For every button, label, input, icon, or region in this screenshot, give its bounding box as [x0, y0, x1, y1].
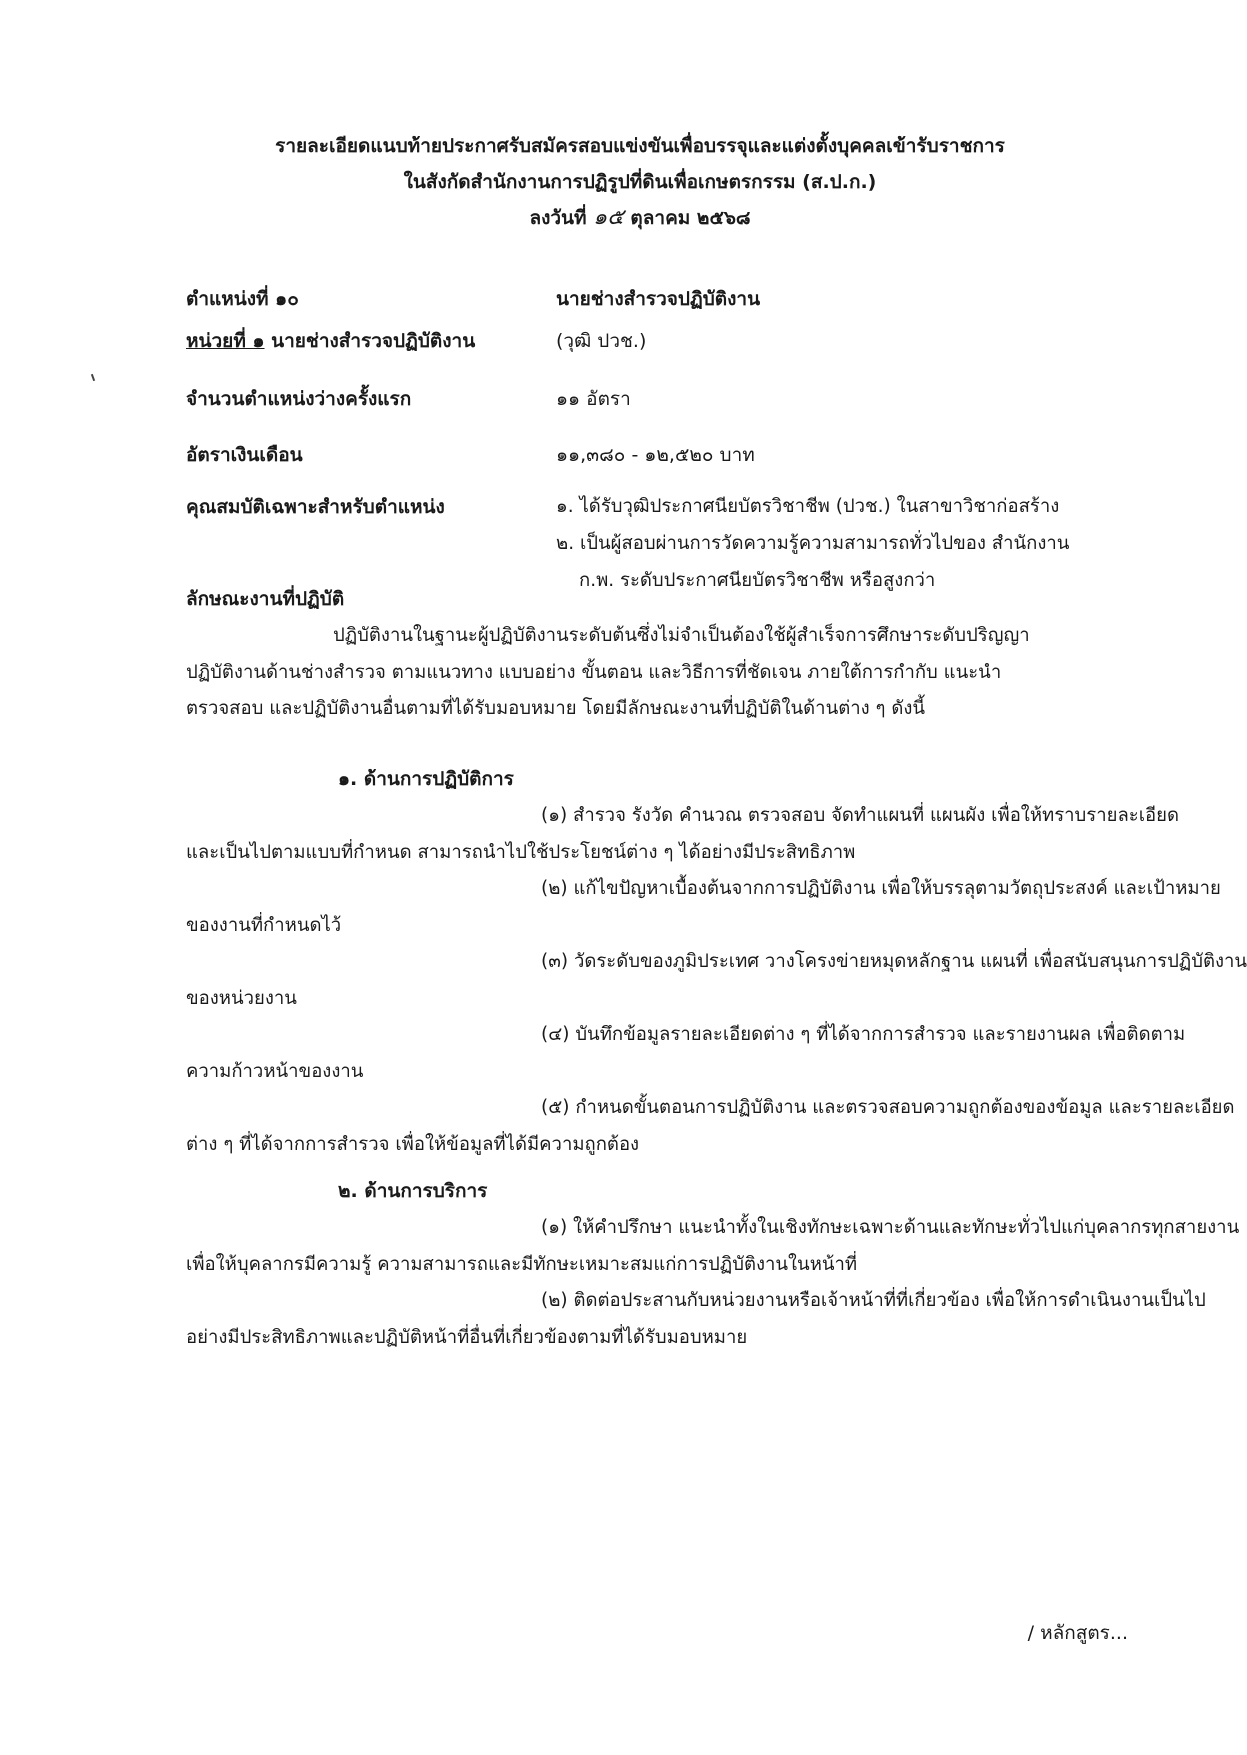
duties-heading: ลักษณะงานที่ปฏิบัติ — [186, 588, 345, 610]
header-agency: ในสังกัดสำนักงานการปฏิรูปที่ดินเพื่อเกษตรกรรม (ส.ป.ก.) — [403, 171, 877, 193]
continued-marker: / หลักสูตร... — [1027, 1622, 1128, 1644]
date-prefix: ลงวันที่ — [529, 207, 587, 229]
section2-title: ๒. ด้านการบริการ — [338, 1180, 488, 1202]
list-item-cont: และเป็นไปตามแบบที่กำหนด สามารถนำไปใช้ประโยชน์ต่าง ๆ ได้อย่างมีประสิทธิภาพ — [186, 841, 856, 863]
document-header — [180, 128, 1100, 236]
position-title: นายช่างสำรวจปฏิบัติงาน — [556, 288, 761, 310]
salary-label: อัตราเงินเดือน — [186, 444, 303, 466]
qualification-item: ๒. เป็นผู้สอบผ่านการวัดความรู้ความสามารถทั่วไปของ สำนักงาน — [556, 533, 1070, 554]
unit-row — [186, 326, 1126, 360]
date-day: ๑๕ — [593, 205, 624, 230]
unit-name: นายช่างสำรวจปฏิบัติงาน — [271, 330, 476, 352]
date-month-year: ตุลาคม ๒๕๖๘ — [630, 207, 751, 229]
list-item-cont: อย่างมีประสิทธิภาพและปฏิบัติหน้าที่อื่นที่เกี่ยวข้องตามที่ได้รับมอบหมาย — [186, 1326, 748, 1348]
header-date — [180, 200, 1100, 236]
list-item: (๒) ติดต่อประสานกับหน่วยงานหรือเจ้าหน้าที่ที่เกี่ยวข้อง เพื่อให้การดำเนินงานเป็นไป — [541, 1290, 1206, 1311]
section1-items — [186, 798, 1247, 1163]
position-number: ตำแหน่งที่ ๑๐ — [186, 288, 299, 310]
intro-line: ตรวจสอบ และปฏิบัติงานอื่นตามที่ได้รับมอบหมาย โดยมีลักษณะงานที่ปฏิบัติในด้านต่าง ๆ ดังนี้ — [186, 698, 926, 719]
qualification-item: ๑. ได้รับวุฒิประกาศนียบัตรวิชาชีพ (ปวช.) ในสาขาวิชาก่อสร้าง — [556, 496, 1060, 517]
unit-number: หน่วยที่ ๑ — [186, 330, 265, 352]
list-item-cont: ของงานที่กำหนดไว้ — [186, 914, 342, 936]
scan-speck — [91, 374, 95, 381]
list-item: (๔) บันทึกข้อมูลรายละเอียดต่าง ๆ ที่ได้จากการสำรวจ และรายงานผล เพื่อติดตาม — [541, 1024, 1186, 1045]
salary-value: ๑๑,๓๘๐ - ๑๒,๕๒๐ บาท — [556, 444, 755, 466]
list-item: (๓) วัดระดับของภูมิประเทศ วางโครงข่ายหมุดหลักฐาน แผนที่ เพื่อสนับสนุนการปฏิบัติงาน — [541, 951, 1247, 972]
intro-line: ปฏิบัติงานด้านช่างสำรวจ ตามแนวทาง แบบอย่าง ขั้นตอน และวิธีการที่ชัดเจน ภายใต้การกำกับ แนะนำ — [186, 661, 1002, 683]
unit-qualification: (วุฒิ ปวช.) — [556, 330, 647, 352]
list-item-cont: ความก้าวหน้าของงาน — [186, 1060, 364, 1082]
list-item-cont: เพื่อให้บุคลากรมีความรู้ ความสามารถและมีทักษะเหมาะสมแก่การปฏิบัติงานในหน้าที่ — [186, 1253, 858, 1275]
vacancy-value: ๑๑ อัตรา — [556, 388, 631, 410]
unit-label-group — [186, 326, 475, 356]
qualification-item: ก.พ. ระดับประกาศนียบัตรวิชาชีพ หรือสูงกว่า — [579, 570, 936, 591]
salary-row — [186, 440, 1126, 474]
qualification-label: คุณสมบัติเฉพาะสำหรับตำแหน่ง — [186, 496, 445, 518]
duties-intro — [186, 618, 1126, 728]
section2-items — [186, 1210, 1240, 1356]
vacancy-label: จำนวนตำแหน่งว่างครั้งแรก — [186, 388, 412, 410]
section1-title: ๑. ด้านการปฏิบัติการ — [338, 768, 514, 790]
list-item-cont: ต่าง ๆ ที่ได้จากการสำรวจ เพื่อให้ข้อมูลที่ได้มีความถูกต้อง — [186, 1133, 640, 1155]
list-item: (๕) กำหนดขั้นตอนการปฏิบัติงาน และตรวจสอบความถูกต้องของข้อมูล และรายละเอียด — [541, 1097, 1235, 1118]
header-title: รายละเอียดแนบท้ายประกาศรับสมัครสอบแข่งขันเพื่อบรรจุและแต่งตั้งบุคคลเข้ารับราชการ — [275, 135, 1005, 157]
intro-line: ปฏิบัติงานในฐานะผู้ปฏิบัติงานระดับต้นซึ่งไม่จำเป็นต้องใช้ผู้สำเร็จการศึกษาระดับปริญญา — [333, 625, 1030, 646]
position-row — [186, 284, 1126, 318]
vacancy-row — [186, 384, 1126, 418]
qualification-row — [186, 492, 1126, 591]
list-item-cont: ของหน่วยงาน — [186, 987, 297, 1009]
list-item: (๑) สำรวจ รังวัด คำนวณ ตรวจสอบ จัดทำแผนที่ แผนผัง เพื่อให้ทราบรายละเอียด — [541, 805, 1180, 826]
list-item: (๒) แก้ไขปัญหาเบื้องต้นจากการปฏิบัติงาน เพื่อให้บรรลุตามวัตถุประสงค์ และเป้าหมาย — [541, 878, 1221, 899]
list-item: (๑) ให้คำปรึกษา แนะนำทั้งในเชิงทักษะเฉพาะด้านและทักษะทั่วไปแก่บุคลากรทุกสายงาน — [541, 1217, 1240, 1238]
